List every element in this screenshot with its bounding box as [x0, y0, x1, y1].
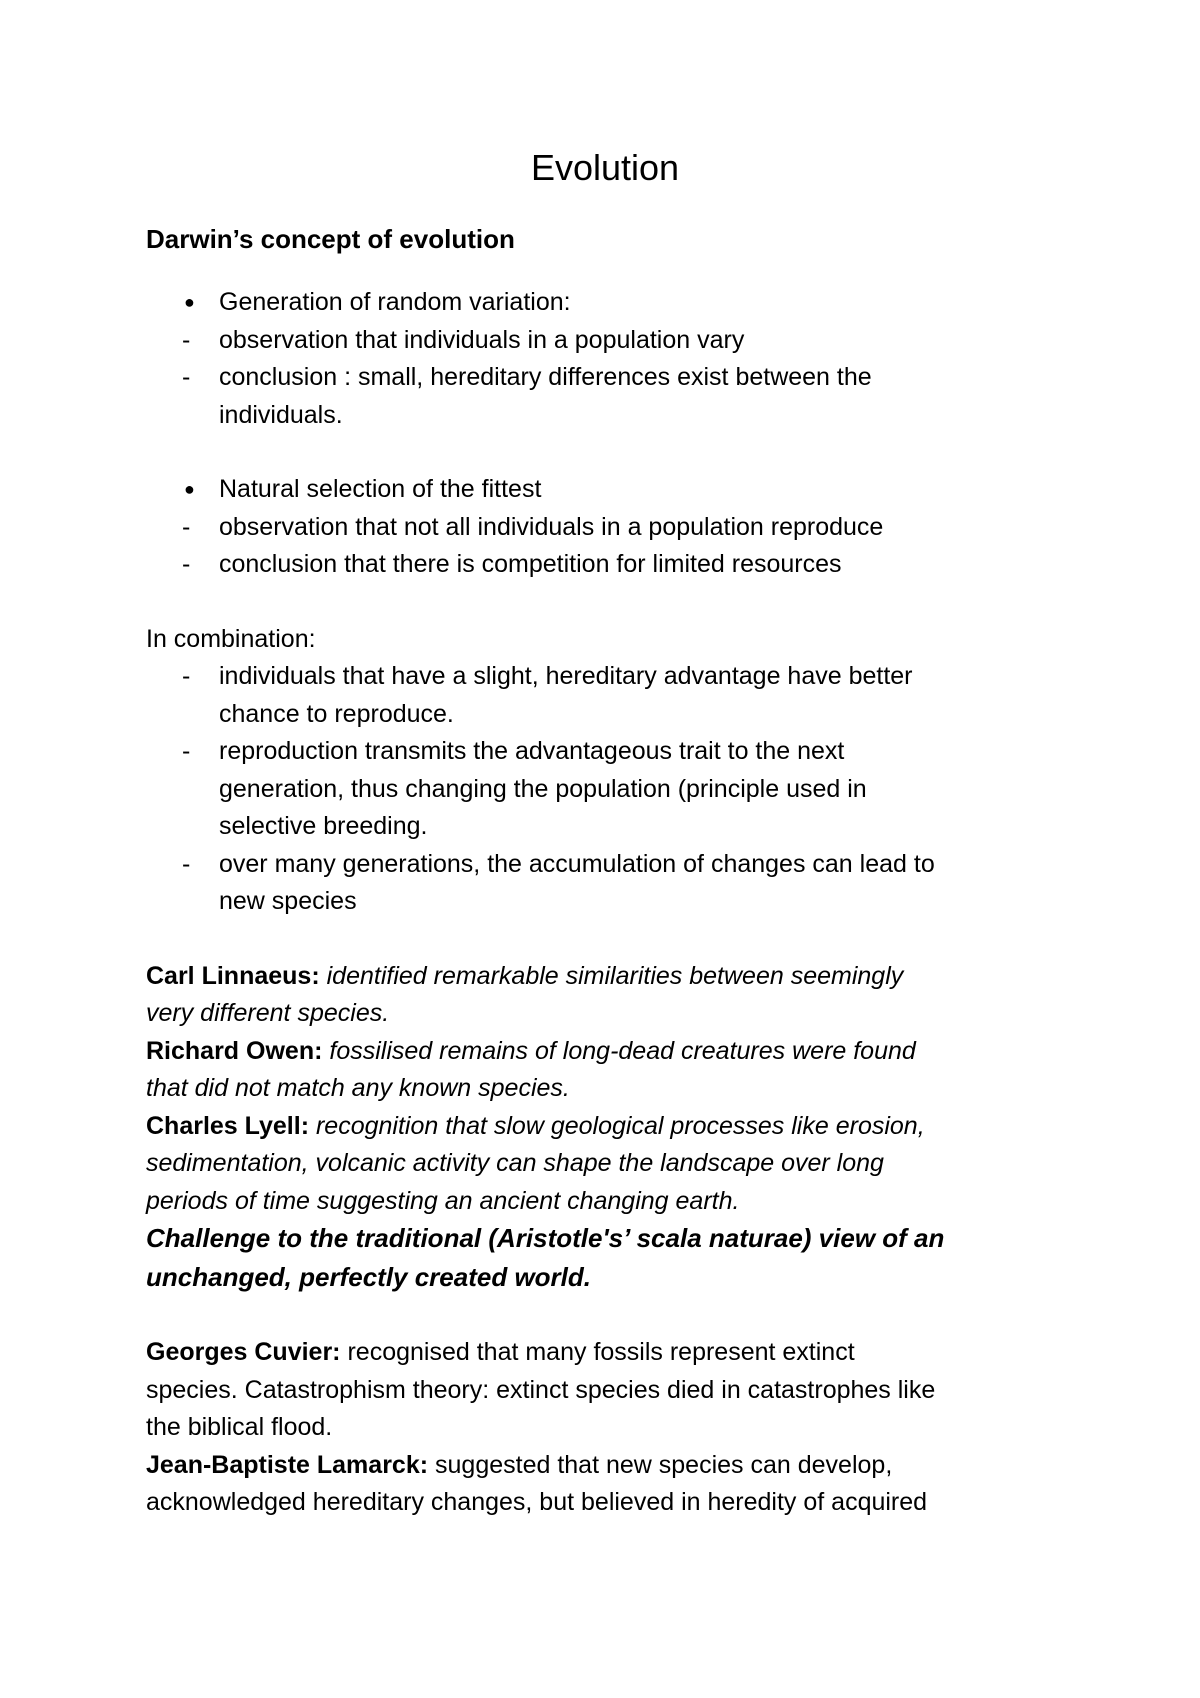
scientists-block [146, 958, 1076, 1522]
lamarck-text: suggested that new species can develop, [435, 1450, 893, 1479]
dash-text: reproduction transmits the advantageous trait to the next [219, 737, 845, 765]
owen-entry [146, 1033, 1076, 1071]
lyell-entry-continuation [146, 1145, 1076, 1183]
selection-group [146, 471, 1076, 584]
dash-icon: - [182, 363, 191, 391]
lyell-entry-continuation [146, 1183, 1076, 1221]
lyell-text: recognition that slow geological processes like erosion, [315, 1111, 925, 1140]
challenge-text: Challenge to the traditional (Aristotle's’ scala naturae) view of an [146, 1223, 945, 1253]
dash-text: new species [219, 887, 357, 915]
dash-item-continuation [146, 397, 1076, 435]
lamarck-text: acknowledged hereditary changes, but believed in heredity of acquired [146, 1488, 928, 1516]
dash-text: over many generations, the accumulation of changes can lead to [219, 849, 935, 878]
dash-item [146, 509, 1076, 547]
dash-text: individuals that have a slight, hereditary advantage have better [219, 662, 913, 690]
spacer [146, 1297, 1076, 1334]
dash-item [146, 359, 1076, 397]
page-title: Evolution [530, 147, 680, 188]
dash-icon: - [182, 325, 191, 354]
cuvier-name: Georges Cuvier: [146, 1338, 341, 1366]
linnaeus-entry-continuation [146, 995, 1076, 1033]
bullet-text: Generation of random variation: [219, 288, 571, 316]
dash-item [146, 658, 1076, 696]
owen-text: that did not match any known species. [146, 1074, 570, 1102]
dash-text: generation, thus changing the population (principle used in [219, 774, 867, 803]
lyell-entry [146, 1108, 1076, 1146]
dash-item [146, 322, 1076, 360]
lamarck-name: Jean-Baptiste Lamarck: [146, 1450, 429, 1479]
linnaeus-name: Carl Linnaeus: [146, 961, 320, 990]
dash-item-continuation [146, 696, 1076, 734]
cuvier-entry-continuation [146, 1372, 1076, 1410]
dash-item-continuation [146, 808, 1076, 846]
challenge-statement-continuation [146, 1259, 1076, 1298]
bullet-icon: ● [184, 292, 195, 312]
cuvier-entry [146, 1334, 1076, 1372]
dash-text: individuals. [219, 400, 343, 429]
challenge-text: unchanged, perfectly created world. [146, 1261, 591, 1292]
spacer [146, 434, 1076, 471]
cuvier-text: the biblical flood. [146, 1413, 333, 1441]
linnaeus-text: very different species. [146, 999, 390, 1027]
linnaeus-entry [146, 958, 1076, 996]
dash-text: selective breeding. [219, 812, 428, 840]
document-content [146, 138, 1076, 1522]
lyell-text: periods of time suggesting an ancient changing earth. [146, 1186, 740, 1215]
challenge-statement [146, 1220, 1076, 1259]
dash-item [146, 546, 1076, 584]
dash-text: conclusion : small, hereditary differences exist between the [219, 363, 872, 391]
spacer [146, 584, 1076, 621]
dash-icon: - [182, 662, 191, 690]
dash-item-continuation [146, 771, 1076, 809]
cuvier-text: species. Catastrophism theory: extinct species died in catastrophes like [146, 1375, 936, 1404]
dash-text: chance to reproduce. [219, 699, 454, 728]
dash-text: observation that not all individuals in a population reproduce [219, 512, 884, 541]
bullet-item [146, 471, 1076, 509]
dash-icon: - [182, 550, 191, 578]
owen-name: Richard Owen: [146, 1036, 323, 1065]
owen-text: fossilised remains of long-dead creatures were found [329, 1036, 916, 1065]
bullet-item [146, 284, 1076, 322]
dash-icon: - [182, 849, 191, 878]
lamarck-entry [146, 1447, 1076, 1485]
variation-group [146, 284, 1076, 434]
dash-item [146, 733, 1076, 771]
lyell-name: Charles Lyell: [146, 1111, 310, 1140]
bullet-text: Natural selection of the fittest [219, 475, 542, 503]
dash-icon: - [182, 512, 191, 541]
linnaeus-text: identified remarkable similarities between seemingly [326, 961, 904, 990]
owen-entry-continuation [146, 1070, 1076, 1108]
cuvier-entry-continuation [146, 1409, 1076, 1447]
combination-group [146, 621, 1076, 921]
lamarck-entry-continuation [146, 1484, 1076, 1522]
dash-text: observation that individuals in a population vary [219, 325, 745, 354]
dash-icon: - [182, 737, 191, 765]
lyell-text: sedimentation, volcanic activity can shape the landscape over long [146, 1149, 884, 1177]
section-heading: Darwin’s concept of evolution [146, 224, 515, 254]
cuvier-text: recognised that many fossils represent extinct [347, 1338, 855, 1366]
dash-text: conclusion that there is competition for limited resources [219, 550, 842, 578]
dash-item-continuation [146, 883, 1076, 921]
dash-item [146, 846, 1076, 884]
spacer [146, 921, 1076, 958]
bullet-icon: ● [184, 479, 195, 499]
combination-label: In combination: [146, 624, 316, 653]
